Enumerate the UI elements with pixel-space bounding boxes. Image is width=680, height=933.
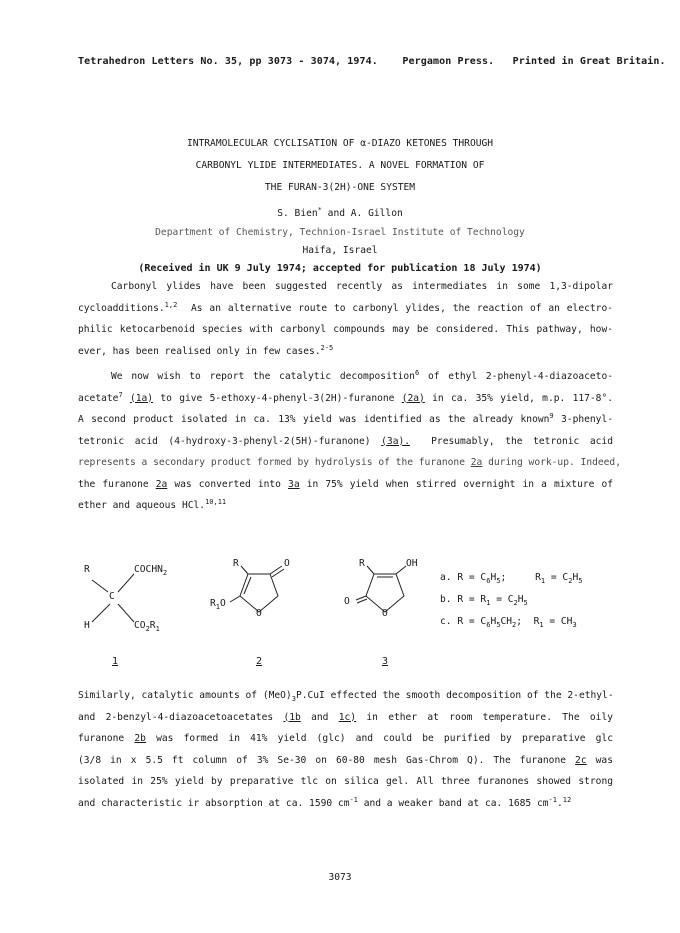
p2-line-4 (78, 431, 613, 453)
p2-line-6 (78, 474, 613, 496)
s3-O-ring: O (382, 608, 388, 619)
legend-text: H (517, 594, 524, 605)
p3-text: . (556, 797, 563, 809)
legend-sub: 2 (568, 576, 573, 585)
legend-text: CH (500, 616, 512, 627)
ref-superscript: 12 (562, 795, 572, 804)
s1-CO2R1 (134, 620, 160, 631)
paragraph-2 (78, 366, 621, 517)
p3-line-1 (78, 685, 613, 707)
p1-line-3: philic ketocarbenoid species with carbonyl compounds may be considered. This pathway, how- (78, 324, 613, 335)
legend-sub: 1 (486, 598, 491, 607)
p3-text: (3/8 in x 5.5 ft column of 3% Se-30 on 60-80 mesh Gas-Chrom Q). The furanone (78, 754, 566, 766)
p2-text: tetronic acid (4-hydroxy-3-phenyl-2(5H)-furanone) (78, 435, 371, 447)
legend-text: H (490, 616, 497, 627)
printed-in: Printed in Great Britain. (512, 56, 666, 67)
p3-text: and characteristic ir absorption at ca. 1590 cm (78, 797, 350, 809)
p2-text: the furanone (78, 478, 149, 490)
p3-sub: 3 (291, 694, 296, 703)
structure-1-drawing (78, 560, 198, 670)
p2-text: in 75% yield when stirred overnight in a mixture of (306, 478, 614, 490)
p3-text: P.CuI effected the smooth decomposition of the 2-ethyl- (295, 690, 614, 701)
p3-text: and a weaker band at ca. 1685 cm (363, 797, 549, 809)
author-2: and A. Gillon (327, 208, 403, 219)
p2-line-5 (78, 452, 621, 474)
p3-text: and 2-benzyl-4-diazoacetoacetates (78, 711, 274, 723)
ref-superscript: 1,2 (164, 300, 178, 309)
s2-O-ring: O (256, 608, 262, 619)
s2-R1O (210, 598, 226, 609)
p2-line-1 (78, 366, 613, 388)
p1-text: As an alternative route to carbonyl ylides, the reaction of an electro- (191, 302, 613, 314)
p3-line-4 (78, 750, 613, 772)
compound-ref: 2a (470, 457, 483, 468)
s1-H: H (84, 620, 90, 631)
p1-line-1: Carbonyl ylides have been suggested recently as intermediates in some 1,3-dipolar (111, 281, 613, 292)
citation: Tetrahedron Letters No. 35, pp 3073 - 3074, 1974. (78, 56, 378, 67)
p3-line-5: isolated in 25% yield by preparative tlc on silica gel. All three furanones showed strong (78, 776, 613, 787)
compound-ref: 3a (288, 478, 300, 490)
compound-ref: 2c (575, 754, 587, 766)
legend-sub: 1 (539, 620, 544, 629)
legend-sub: 5 (496, 620, 501, 629)
compound-ref: (1b (283, 711, 301, 723)
city: Haifa, Israel (302, 245, 378, 256)
title-line-1: INTRAMOLECULAR CYCLISATION OF α-DIAZO KETONES THROUGH (186, 138, 494, 149)
s2-o: O (220, 598, 226, 609)
publisher: Pergamon Press. (402, 56, 495, 67)
legend-text: = CH (543, 616, 573, 627)
authors (0, 205, 680, 219)
paragraph-3 (78, 685, 613, 814)
legend-sub: 5 (578, 576, 583, 585)
s1-sub: 1 (155, 624, 160, 633)
legend-text: a. R = C (440, 572, 487, 583)
compound-ref: (3a). (381, 435, 411, 447)
s1-sub: 2 (145, 624, 150, 633)
p3-text: in ether at room temperature. The oily (366, 711, 614, 723)
compound-ref: (2a) (401, 392, 425, 404)
title-line-2: CARBONYL YLIDE INTERMEDIATES. A NOVEL FORMATION OF (195, 160, 485, 171)
received-line: (Received in UK 9 July 1974; accepted for publication 18 July 1974) (138, 263, 542, 274)
p1-line-2 (78, 298, 613, 320)
p3-sup: -1 (548, 795, 557, 804)
legend-sub: 2 (512, 620, 517, 629)
ref-superscript: 7 (118, 390, 123, 399)
page-number: 3073 (328, 872, 352, 883)
p2-line-7 (78, 495, 613, 517)
affiliation: Department of Chemistry, Technion-Israel Institute of Technology (155, 227, 525, 238)
legend-text: = C (490, 594, 514, 605)
title-line-3: THE FURAN-3(2H)-ONE SYSTEM (264, 182, 416, 193)
p3-text: Similarly, catalytic amounts of (MeO) (78, 690, 292, 701)
legend-text: b. R = R (440, 594, 487, 605)
author-1: S. Bien (277, 208, 318, 219)
p1-line-4 (78, 341, 613, 363)
legend-text: = C (545, 572, 569, 583)
p3-text: furanone (78, 733, 125, 744)
p2-text: We now wish to report the catalytic decomposition (111, 371, 415, 382)
p2-text: during work-up. Indeed, (488, 457, 621, 468)
s1-label: 1 (112, 656, 119, 667)
p3-text: was formed in 41% yield (glc) and could be purified by preparative glc (156, 733, 614, 744)
s1-C: C (109, 591, 115, 602)
legend-c (440, 616, 577, 627)
p2-text: represents a secondary product formed by hydrolysis of the furanone (78, 457, 465, 468)
s1-co: CO (134, 620, 146, 631)
structure-1 (78, 560, 198, 670)
p2-text: to give 5-ethoxy-4-phenyl-3(2H)-furanone (160, 392, 395, 404)
structure-3-drawing (348, 558, 438, 670)
legend-b (440, 594, 528, 605)
legend-text: R (533, 616, 540, 627)
legend-text: ; (500, 572, 507, 583)
legend-sub: 5 (496, 576, 501, 585)
s1-cochn: COCHN (134, 564, 163, 575)
s2-label: 2 (256, 656, 263, 667)
compound-ref: 2b (134, 733, 146, 744)
legend-text: ; (516, 616, 522, 627)
p3-text: was (595, 754, 613, 766)
legend-text: H (572, 572, 579, 583)
p2-line-3 (78, 409, 613, 431)
p3-line-3 (78, 728, 613, 750)
legend-text: H (490, 572, 497, 583)
p3-line-2 (78, 707, 613, 729)
s2-r: R (210, 598, 216, 609)
s1-R: R (84, 564, 90, 575)
paragraph-1 (78, 276, 613, 362)
p2-text: A second product isolated in ca. 13% yield was identified as the already known (78, 414, 550, 425)
compound-ref: 2a (155, 478, 168, 490)
s1-COCHN2 (134, 564, 167, 575)
s2-R: R (233, 558, 239, 569)
p3-sup: -1 (349, 795, 358, 804)
legend-text: c. R = C (440, 616, 487, 627)
s2-O-ketone: O (284, 558, 290, 569)
legend-sub: 5 (523, 598, 528, 607)
legend-a (440, 572, 582, 583)
p3-line-6 (78, 793, 613, 815)
corresponding-mark: * (317, 205, 322, 214)
p2-text: of ethyl 2-phenyl-4-diazoaceto- (427, 371, 614, 382)
ref-superscript: 2-5 (320, 343, 334, 352)
p1-text: ever, has been realised only in few cases. (78, 345, 321, 357)
journal-header (78, 56, 666, 67)
p2-line-2 (78, 388, 613, 410)
p2-text: was converted into (174, 478, 281, 490)
p2-text: acetate (78, 392, 119, 404)
structure-2-drawing (208, 558, 318, 670)
legend-sub: 6 (486, 620, 491, 629)
legend-text: R (535, 572, 541, 583)
compound-ref: 1c) (338, 711, 357, 723)
p2-text: Presumably, the tetronic acid (431, 435, 613, 447)
s3-R: R (359, 558, 365, 569)
s2-sub: 1 (215, 602, 220, 611)
s3-label: 3 (382, 656, 389, 667)
s3-O-exo: O (344, 596, 350, 607)
s1-r: R (149, 620, 156, 631)
s1-sub: 2 (162, 568, 168, 577)
structure-2 (208, 558, 318, 670)
p2-text: 3-phenyl- (561, 414, 613, 425)
legend-sub: 2 (513, 598, 518, 607)
legend-sub: 3 (572, 620, 577, 629)
ref-superscript: 9 (549, 411, 554, 420)
structure-3 (344, 558, 438, 670)
legend-sub: 6 (486, 576, 491, 585)
p3-text: and (311, 711, 329, 723)
compound-ref: (1a) (129, 392, 154, 404)
p2-text: in ca. 35% yield, m.p. 117-8°. (432, 392, 613, 404)
p1-text: cycloadditions. (78, 302, 165, 314)
ref-superscript: 6 (414, 368, 420, 377)
p2-text: ether and aqueous HCl. (78, 500, 206, 511)
s3-OH: OH (406, 558, 418, 569)
legend-sub: 1 (540, 576, 546, 585)
ref-superscript: 10,11 (205, 497, 227, 506)
